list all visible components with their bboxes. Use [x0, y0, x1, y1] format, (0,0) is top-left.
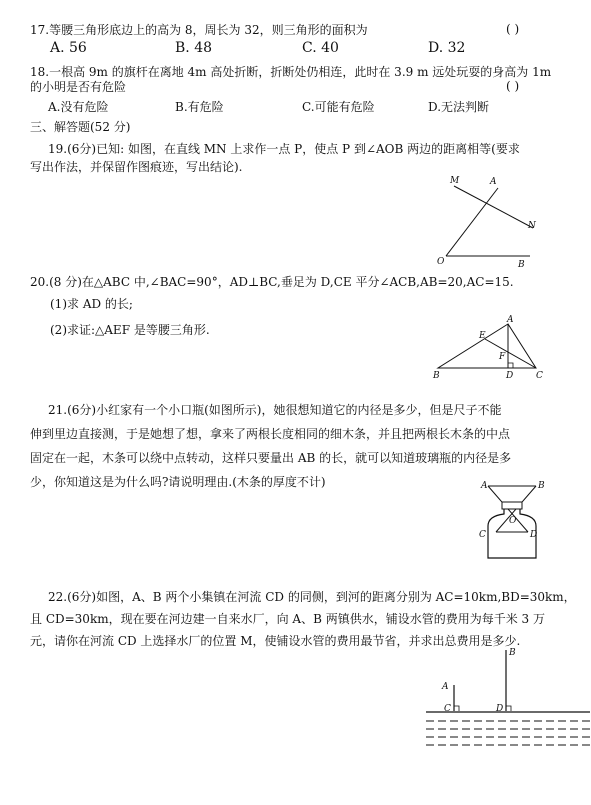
q20-label-e: E [479, 331, 486, 341]
q21-stem-line2: 伸到里边直接测，于是她想了想，拿来了两根长度相同的细木条，并且把两根长木条的中点 [30, 427, 511, 441]
q19-line-mn [454, 186, 533, 228]
q20-stem: 20.(8 分)在△ABC 中,∠BAC=90°，AD⊥BC,垂足为 D,CE 平分∠ACB,AB=20,AC=15. [30, 275, 514, 289]
q20-label-f: F [499, 352, 506, 362]
q21-stem-line1: 21.(6分)小红家有一个小口瓶(如图所示)，她很想知道它的内径是多少，但是尺子不能 [48, 403, 502, 417]
q21-figure-bottle [478, 478, 558, 568]
q21-label-d: D [530, 530, 538, 540]
q22-right-angle-d [506, 706, 511, 711]
q18-stem-line1: 18.一根高 9m 的旗杆在离地 4m 高处折断，折断处仍相连，此时在 3.9 m 远处玩耍的身高为 1m [30, 65, 552, 79]
q18-option-b: B.有危险 [175, 100, 224, 114]
q19-label-o: O [437, 257, 445, 267]
q17-option-c: C. 40 [302, 40, 339, 56]
q22-label-b: B [509, 648, 516, 658]
q20-part1: (1)求 AD 的长; [50, 297, 133, 311]
q19-label-b: B [518, 260, 525, 270]
q20-label-c: C [536, 371, 543, 381]
q20-label-a: A [507, 315, 514, 325]
q21-stem-line4: 少，你知道这是为什么吗?请说明理由.(木条的厚度不计) [30, 475, 326, 489]
q22-stem-line3: 元，请你在河流 CD 上选择水厂的位置 M，使铺设水管的费用最节省，并求出总费用是多少. [30, 634, 521, 648]
q21-bottle-neck [502, 502, 522, 509]
q18-stem-line2: 的小明是否有危险 [30, 80, 127, 94]
q20-figure-triangle-abc [430, 314, 570, 384]
q22-label-c: C [444, 704, 451, 714]
q21-stem-line3: 固定在一起，木条可以绕中点转动，这样只要量出 AB 的长，就可以知道玻璃瓶的内径是多 [30, 451, 512, 465]
q20-triangle [438, 324, 536, 368]
q19-label-a: A [490, 177, 497, 187]
q22-right-angle-c [454, 706, 459, 711]
q22-stem-line1: 22.(6分)如图，A、B 两个小集镇在河流 CD 的同侧，到河的距离分别为 AC=10km,BD=30km， [48, 590, 576, 604]
q18-option-c: C.可能有危险 [302, 100, 375, 114]
q19-label-n: N [528, 221, 536, 231]
q17-option-a: A. 56 [50, 40, 87, 56]
q17-option-d: D. 32 [428, 40, 466, 56]
section-heading: 三、解答题(52 分) [30, 120, 131, 134]
q18-answer-paren: ( ) [506, 79, 520, 93]
q20-part2: (2)求证:△AEF 是等腰三角形. [50, 323, 210, 337]
q17-answer-paren: ( ) [506, 22, 520, 36]
q20-bisector-ce [485, 339, 536, 368]
q19-ray-oa [446, 188, 498, 256]
q22-label-a: A [442, 682, 449, 692]
q20-right-angle-mark [508, 363, 513, 368]
q19-stem-line2: 写出作法，并保留作图痕迹，写出结论). [30, 160, 243, 174]
q21-label-o: O [509, 516, 517, 526]
q20-label-b: B [433, 371, 440, 381]
q21-label-a: A [481, 481, 488, 491]
q22-figure-river [420, 645, 590, 760]
q19-figure-angle-aob [438, 170, 578, 270]
q20-label-d: D [506, 371, 514, 381]
q19-label-m: M [450, 176, 460, 186]
q18-option-d: D.无法判断 [428, 100, 490, 114]
q17-option-b: B. 48 [175, 40, 213, 56]
q19-stem-line1: 19.(6分)已知: 如图，在直线 MN 上求作一点 P，使点 P 到∠AOB 两边的距离相等(要求 [48, 142, 520, 156]
q22-label-d: D [496, 704, 504, 714]
q21-label-c: C [479, 530, 486, 540]
q21-label-b: B [538, 481, 545, 491]
q18-option-a: A.没有危险 [48, 100, 109, 114]
q17-stem: 17.等腰三角形底边上的高为 8，周长为 32，则三角形的面积为 [30, 23, 368, 37]
q22-stem-line2: 且 CD=30km，现在要在河边建一自来水厂，向 A、B 两镇供水，铺设水管的费用为每千米 3 万 [30, 612, 545, 626]
